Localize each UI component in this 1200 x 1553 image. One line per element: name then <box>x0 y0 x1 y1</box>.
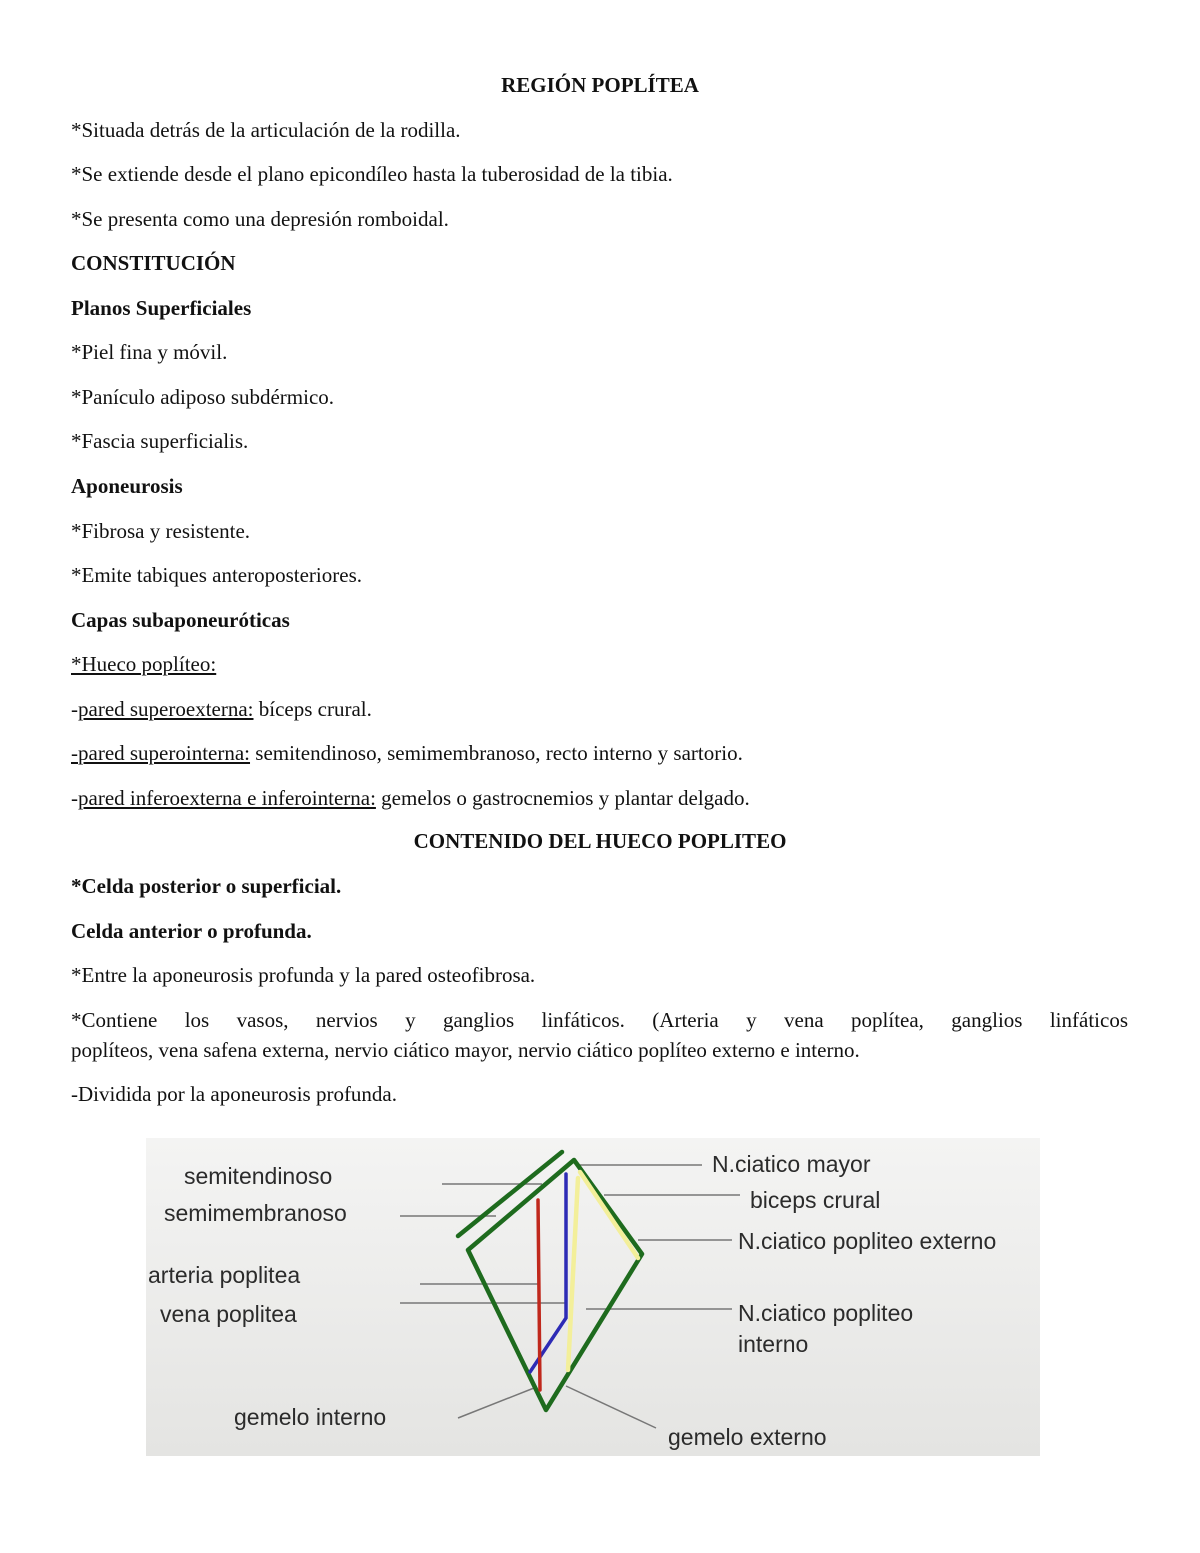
intro-item: *Situada detrás de la articulación de la rodilla. <box>71 118 461 142</box>
pared-item <box>71 696 372 722</box>
label-ciatico-externo: N.ciatico popliteo externo <box>738 1228 997 1254</box>
intro-item: *Se extiende desde el plano epicondíleo hasta la tuberosidad de la tibia. <box>71 162 673 186</box>
label-ciatico-mayor: N.ciatico mayor <box>712 1151 871 1177</box>
pared-prefix: - <box>71 786 78 810</box>
aponeurosis-item: *Emite tabiques anteroposteriores. <box>71 563 362 587</box>
label-semitendinoso: semitendinoso <box>184 1163 333 1189</box>
contenido-item: poplíteos, vena safena externa, nervio ciático mayor, nervio ciático poplíteo externo e interno. <box>71 1038 860 1062</box>
pared-label: pared superoexterna: <box>78 697 254 721</box>
label-ciatico-interno-2: interno <box>738 1331 809 1357</box>
pared-prefix: - <box>71 741 78 765</box>
celda-posterior: *Celda posterior o superficial. <box>71 874 342 898</box>
contenido-item: -Dividida por la aponeurosis profunda. <box>71 1082 398 1106</box>
pared-text: bíceps crural. <box>253 697 372 721</box>
planos-item: *Panículo adiposo subdérmico. <box>71 385 335 409</box>
pared-item <box>71 785 750 811</box>
subheading-planos: Planos Superficiales <box>71 296 252 320</box>
hueco-heading: *Hueco poplíteo: <box>71 652 217 676</box>
pared-label: pared inferoexterna e inferointerna: <box>78 786 376 810</box>
label-semimembranoso: semimembranoso <box>164 1200 347 1226</box>
planos-item: *Piel fina y móvil. <box>71 340 228 364</box>
pared-prefix: - <box>71 697 78 721</box>
label-biceps-crural: biceps crural <box>750 1187 881 1213</box>
contenido-item: *Contiene los vasos, nervios y ganglios linfáticos. (Arteria y vena poplítea, ganglios linfáticos <box>71 1008 1128 1032</box>
intro-item: *Se presenta como una depresión romboidal. <box>71 207 449 231</box>
label-vena-poplitea: vena poplitea <box>160 1301 297 1327</box>
label-arteria-poplitea: arteria poplitea <box>148 1262 301 1288</box>
section-heading-contenido: CONTENIDO DEL HUECO POPLITEO <box>413 829 787 853</box>
page-title: REGIÓN POPLÍTEA <box>501 73 699 97</box>
planos-item: *Fascia superficialis. <box>71 429 249 453</box>
contenido-item: *Entre la aponeurosis profunda y la pared osteofibrosa. <box>71 963 536 987</box>
label-gemelo-interno: gemelo interno <box>234 1404 387 1430</box>
section-heading-constitucion: CONSTITUCIÓN <box>71 251 236 275</box>
label-ciatico-interno-1: N.ciatico popliteo <box>738 1300 914 1326</box>
pared-text: semitendinoso, semimembranoso, recto interno y sartorio. <box>250 741 743 765</box>
pared-label: pared superointerna: <box>78 741 251 765</box>
popliteal-diagram <box>146 1138 1040 1456</box>
pared-text: gemelos o gastrocnemios y plantar delgado. <box>375 786 750 810</box>
subheading-capas: Capas subaponeuróticas <box>71 608 290 632</box>
subheading-aponeurosis: Aponeurosis <box>71 474 183 498</box>
aponeurosis-item: *Fibrosa y resistente. <box>71 519 251 543</box>
label-gemelo-externo: gemelo externo <box>668 1424 827 1450</box>
celda-anterior: Celda anterior o profunda. <box>71 919 312 943</box>
pared-item <box>71 740 743 766</box>
artery-poplitea <box>538 1200 540 1390</box>
